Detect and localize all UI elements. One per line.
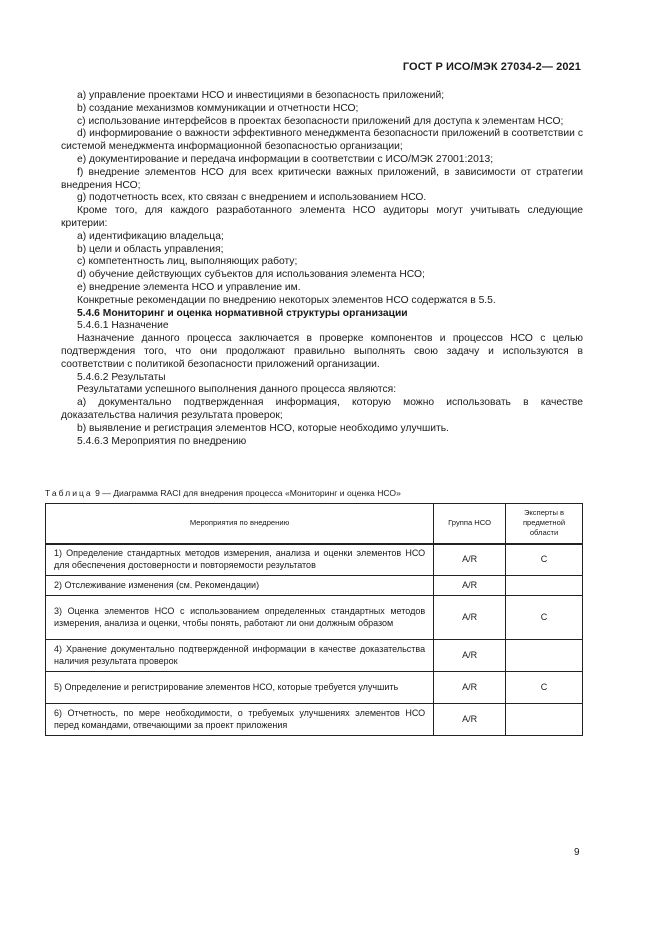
paragraph: b) создание механизмов коммуникации и отчетности НСО; [77,102,359,114]
group-cell: A/R [434,596,506,640]
paragraph: a) управление проектами НСО и инвестициями в безопасность приложений; [77,90,445,101]
page-number: 9 [574,847,580,858]
activity-cell: 6) Отчетность, по мере необходимости, о требуемых улучшениях элементов НСО перед командами, отвечающими за проект приложения [46,704,434,736]
paragraph: g) подотчетность всех, кто связан с внедрением и использованием НСО. [77,192,427,204]
paragraph: Назначение данного процесса заключается в проверке компонентов и процессов НСО с целью подтверждения того, что они продолжают правильно выполнять свою задачу и используются в соответствии с политикой безопасности приложений организации. [61,333,583,370]
header-experts: Эксперты в предметной области [506,504,583,544]
table-caption-text: 9 — Диаграмма RACI для внедрения процесса «Мониторинг и оценка НСО» [95,488,401,498]
activity-cell: 5) Определение и регистрирование элементов НСО, которые требуется улучшить [46,672,434,704]
group-cell: A/R [434,640,506,672]
subsection-title: 5.4.6.1 Назначение [77,320,169,332]
header-activities: Мероприятия по внедрению [46,504,434,544]
experts-cell [506,640,583,672]
experts-cell [506,704,583,736]
paragraph: Кроме того, для каждого разработанного элемента НСО аудиторы могут учитывать следующие критерии: [61,205,583,229]
paragraph: Конкретные рекомендации по внедрению некоторых элементов НСО содержатся в 5.5. [77,294,496,306]
activity-cell: 4) Хранение документально подтвержденной информации в качестве доказательства наличия результата проверок [46,640,434,672]
raci-table [45,503,583,736]
header-group: Группа НСО [434,504,506,544]
paragraph: f) внедрение элементов НСО для всех критически важных приложений, в зависимости от стратегии внедрения НСО; [61,166,583,191]
group-cell: A/R [434,704,506,736]
paragraph: a) идентификацию владельца; [77,230,224,242]
paragraph: Результатами успешного выполнения данного процесса являются: [77,384,397,396]
paragraph: e) внедрение элемента НСО и управление им. [77,281,301,293]
experts-cell: C [506,596,583,640]
group-cell: A/R [434,672,506,704]
document-header: ГОСТ Р ИСО/МЭК 27034-2— 2021 [402,61,581,73]
paragraph: b) цели и область управления; [77,243,224,255]
paragraph: d) обучение действующих субъектов для использования элемента НСО; [77,269,425,281]
body-text [61,90,583,448]
table-row [46,544,583,576]
subsection-title: 5.4.6.3 Мероприятия по внедрению [77,435,247,447]
activity-cell: 2) Отслеживание изменения (см. Рекомендации) [46,576,434,596]
table-header-row [46,504,583,544]
table-row [46,704,583,736]
table-caption [45,488,401,498]
table-caption-label: Таблица [45,488,93,498]
table-row [46,672,583,704]
paragraph: e) документирование и передача информации в соответствии с ИСО/МЭК 27001:2013; [77,153,494,165]
paragraph: b) выявление и регистрация элементов НСО, которые необходимо улучшить. [77,422,449,434]
activity-cell: 3) Оценка элементов НСО с использованием определенных стандартных методов измерения, анализа и оценки, чтобы понять, работают ли они должным образом [46,596,434,640]
paragraph: a) документально подтвержденная информация, которую можно использовать в качестве доказательства наличия результата проверок; [61,397,583,421]
table-row [46,640,583,672]
experts-cell: C [506,544,583,576]
paragraph: d) информирование о важности эффективного менеджмента безопасности приложений в соответствии с системой менеджмента информационной безопасностью организации; [61,128,583,153]
table-row [46,596,583,640]
paragraph: c) использование интерфейсов в проектах безопасности приложений для доступа к элементам НСО; [77,115,564,127]
table-row [46,576,583,596]
subsection-title: 5.4.6.2 Результаты [77,371,166,383]
experts-cell [506,576,583,596]
section-heading: 5.4.6 Мониторинг и оценка нормативной структуры организации [77,307,408,319]
group-cell: A/R [434,576,506,596]
experts-cell: C [506,672,583,704]
paragraph: c) компетентность лиц, выполняющих работу; [77,256,298,268]
group-cell: A/R [434,544,506,576]
activity-cell: 1) Определение стандартных методов измерения, анализа и оценки элементов НСО для обеспечения достоверности и повторяемости результатов [46,544,434,576]
